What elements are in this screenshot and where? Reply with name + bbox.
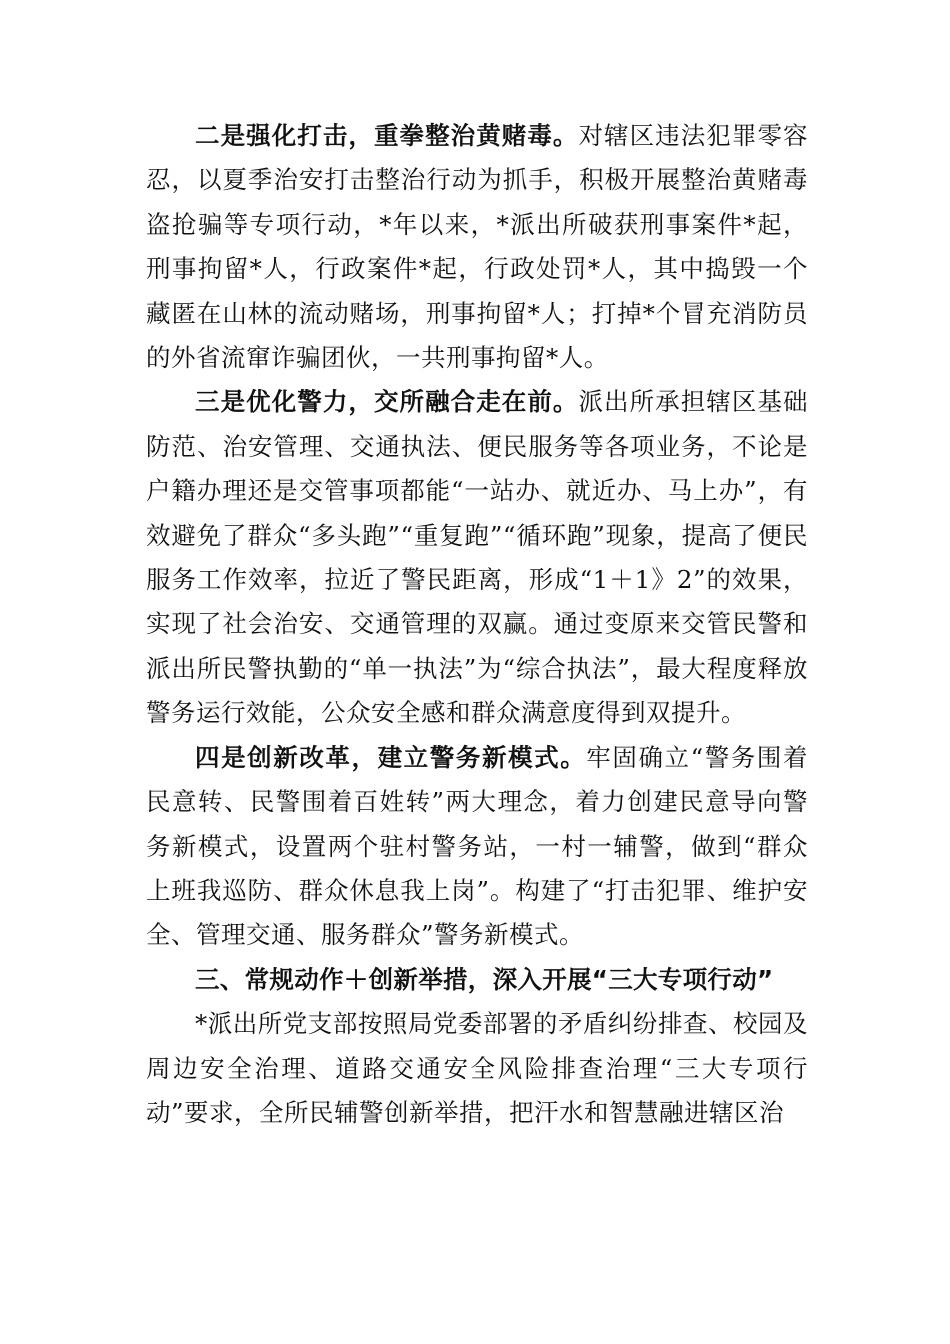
paragraph-lead: 三是优化警力，交所融合走在前。 [195, 387, 579, 417]
paragraph-text: 牢固确立“警务围着民意转、民警围着百姓转”两大理念，着力创建民意导向警务新模式，设置两个驻村警务站，一村一辅警，做到“群众上班我巡防、群众休息我上岗”。构建了“打击犯罪、维护安全、管理交通、服务群众”警务新模式。 [146, 742, 809, 950]
paragraph-innovation-reform [146, 736, 808, 958]
document-body [146, 114, 808, 1135]
section-heading: 三、常规动作＋创新举措，深入开展“三大专项行动” [195, 964, 774, 994]
paragraph-text: 对辖区违法犯罪零容忍，以夏季治安打击整治行动为抓手，积极开展整治黄赌毒盗抢骗等专项行动，*年以来，*派出所破获刑事案件*起，刑事拘留*人，行政案件*起，行政处罚*人，其中捣毁一个藏匿在山林的流动赌场，刑事拘留*人；打掉*个冒充消防员的外省流窜诈骗团伙，一共刑事拘留*人。 [146, 121, 809, 373]
paragraph-police-optimization [146, 380, 808, 735]
paragraph-lead: 二是强化打击，重拳整治黄赌毒。 [195, 121, 579, 150]
paragraph-text: 派出所承担辖区基础防范、治安管理、交通执法、便民服务等各项业务，不论是户籍办理还是交管事项都能“一站办、就近办、马上办”，有效避免了群众“多头跑”“重复跑”“循环跑”现象，提高了便民服务工作效率，拉近了警民距离，形成“1＋1》2”的效果，实现了社会治安、交通管理的双赢。通过变原来交管民警和派出所民警执勤的“单一执法”为“综合执法”，最大程度释放警务运行效能，公众安全感和群众满意度得到双提升。 [146, 387, 809, 728]
paragraph-special-actions: *派出所党支部按照局党委部署的矛盾纠纷排查、校园及周边安全治理、道路交通安全风险排查治理“三大专项行动”要求，全所民辅警创新举措，把汗水和智慧融进辖区治 [146, 1009, 808, 1127]
paragraph-lead: 四是创新改革，建立警务新模式。 [195, 742, 587, 772]
paragraph-crackdown [146, 114, 808, 380]
